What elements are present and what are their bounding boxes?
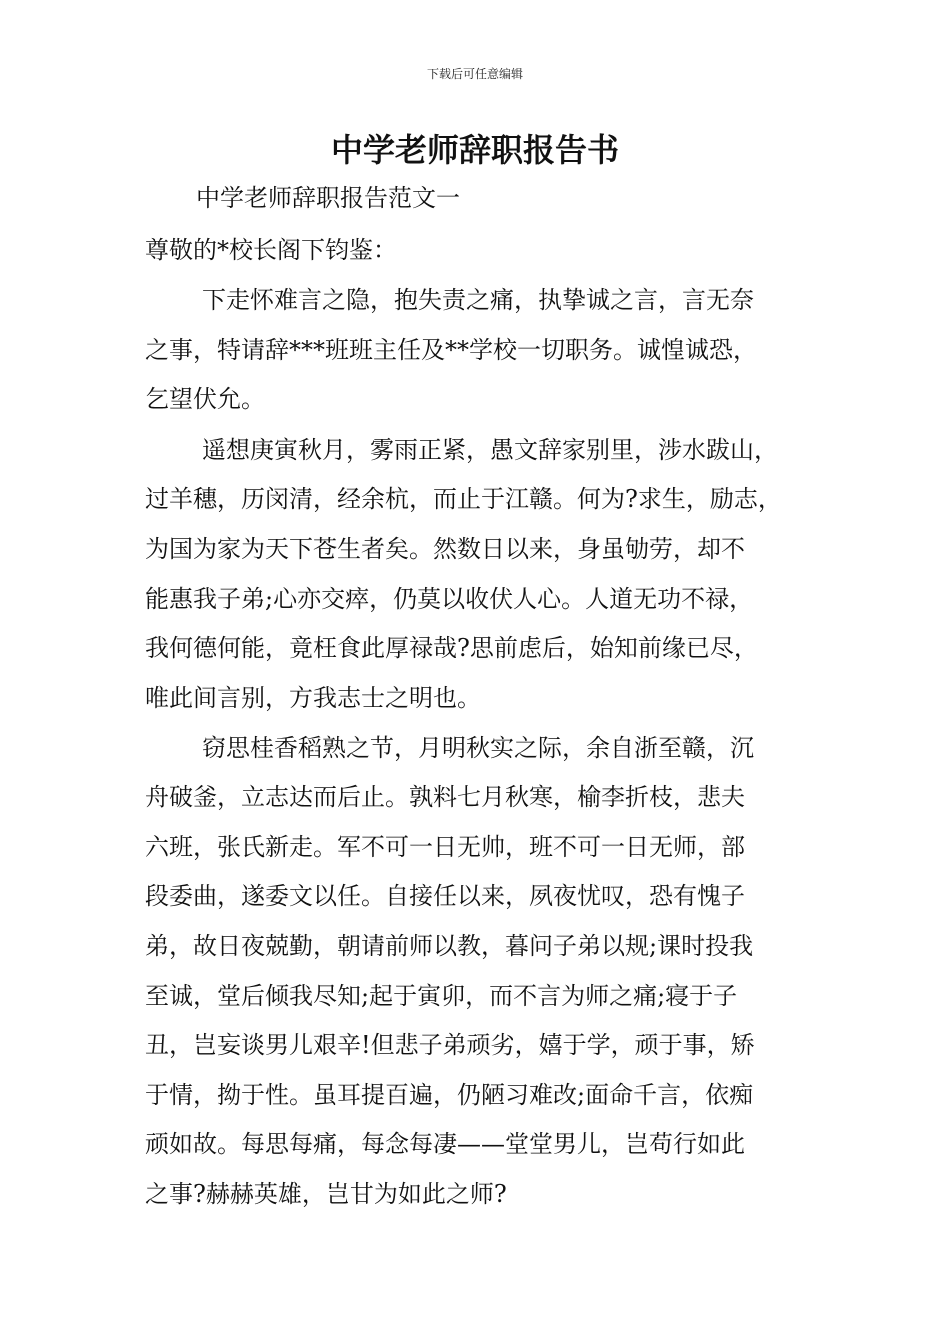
paragraph-3-line-1: 窃思桂香稻熟之节，月明秋实之际，余自浙至赣，沉 [202,734,754,762]
paragraph-2-line-3: 为国为家为天下苍生者矣。然数日以来，身虽劬劳，却不 [145,535,745,563]
salutation: 尊敬的*校长阁下钧鉴： [145,236,397,264]
paragraph-3-line-3: 六班，张氏新走。军不可一日无帅，班不可一日无师，部 [145,833,745,861]
paragraph-1-line-3: 乞望伏允。 [145,385,265,413]
paragraph-3-line-2: 舟破釜，立志达而后止。孰料七月秋寒，榆李折枝，悲夫 [145,783,745,811]
paragraph-2-line-6: 唯此间言别，方我志士之明也。 [145,684,481,712]
paragraph-1-line-2: 之事，特请辞***班班主任及**学校一切职务。诚惶诚恐， [145,336,757,364]
paragraph-3-line-4: 段委曲，遂委文以任。自接任以来，夙夜忧叹，恐有愧子 [145,882,745,910]
paragraph-2-line-1: 遥想庚寅秋月，雾雨正紧，愚文辞家别里，涉水跋山， [202,436,778,464]
paragraph-3-line-5: 弟，故日夜兢勤，朝请前师以教，暮问子弟以规;课时投我 [145,932,754,960]
document-title: 中学老师辞职报告书 [330,131,619,169]
paragraph-2-line-5: 我何德何能，竟枉食此厚禄哉?思前虑后，始知前缘已尽， [145,634,758,662]
paragraph-3-line-8: 于情，拗于性。虽耳提百遍，仍陋习难改;面命千言，依痴 [145,1081,754,1109]
page-header-note: 下载后可任意编辑 [426,67,523,81]
paragraph-3-line-9: 顽如故。每思每痛，每念每凄——堂堂男儿，岂苟行如此 [145,1130,745,1158]
document-subtitle: 中学老师辞职报告范文一 [196,184,460,212]
paragraph-3-line-7: 丑，岂妄谈男儿艰辛!但悲子弟顽劣，嬉于学，顽于事，矫 [145,1031,755,1059]
paragraph-3-line-10: 之事?赫赫英雄，岂甘为如此之师? [145,1180,507,1208]
paragraph-2-line-4: 能惠我子弟;心亦交瘁，仍莫以收伏人心。人道无功不禄， [145,585,754,613]
paragraph-3-line-6: 至诚，堂后倾我尽知;起于寅卯，而不言为师之痛;寝于子 [145,982,738,1010]
paragraph-2-line-2: 过羊穗，历闵清，经余杭，而止于江赣。何为?求生，励志， [145,485,782,513]
paragraph-1-line-1: 下走怀难言之隐，抱失责之痛，执挚诚之言，言无奈 [202,286,754,314]
